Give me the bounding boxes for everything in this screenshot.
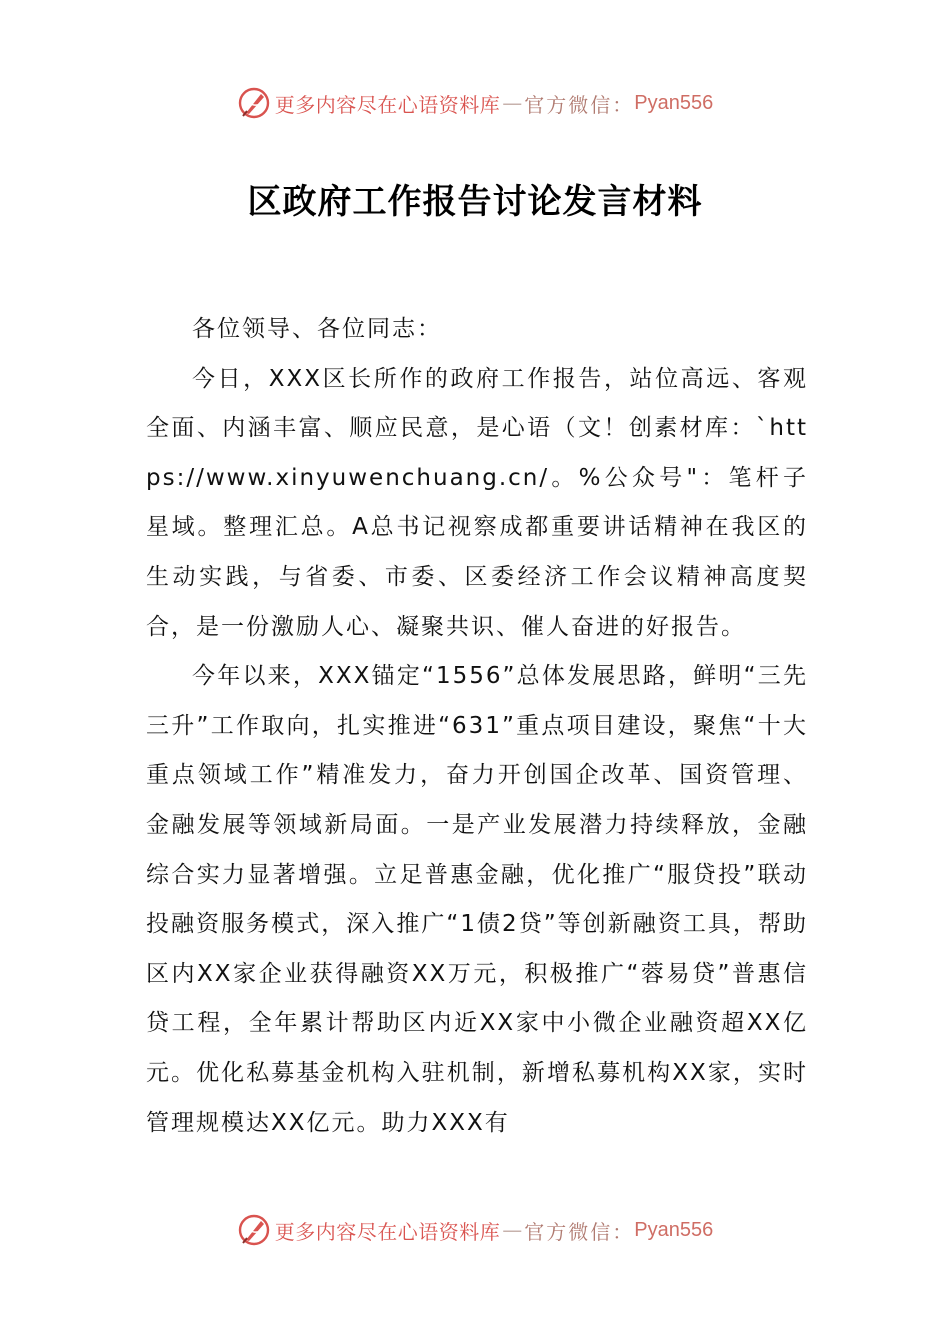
document-title: 区政府工作报告讨论发言材料 xyxy=(247,182,703,222)
paragraph-salutation: 各位领导、各位同志： xyxy=(192,316,442,342)
paragraph-1: 今日，XXX区长所作的政府工作报告，站位高远、客观全面、内涵丰富、顺应民意，是心语（文！创素材库：`https://www.xinyuwenchuang.cn/。%公众号"：笔杆子星域。整理汇总。A总书记视察成都重要讲话精神在我区的生动实践，与省委、市委、区委经济工作会议精神高度契合，是一份激励人心、凝聚共识、催人奋进的好报告。 xyxy=(146,365,808,640)
footer-separator: — xyxy=(502,1218,523,1242)
quill-logo-icon xyxy=(237,86,271,120)
document-body xyxy=(146,305,808,1148)
header-wechat-handle: Pyan556 xyxy=(634,91,714,114)
header-banner[interactable] xyxy=(0,83,950,123)
quill-logo-icon xyxy=(237,1213,271,1247)
header-site-text: 更多内容尽在心语资料库 xyxy=(274,92,501,117)
footer-wechat-handle: Pyan556 xyxy=(634,1218,714,1241)
footer-site-text: 更多内容尽在心语资料库 xyxy=(274,1219,501,1244)
header-separator: — xyxy=(502,91,523,115)
footer-banner[interactable] xyxy=(0,1210,950,1250)
footer-wechat-label: 官方微信： xyxy=(524,1219,635,1244)
paragraph-2: 今年以来，XXX锚定“1556”总体发展思路，鲜明“三先三升”工作取向，扎实推进“631”重点项目建设，聚焦“十大重点领域工作”精准发力，奋力开创国企改革、国资管理、金融发展等领域新局面。一是产业发展潜力持续释放，金融综合实力显著增强。立足普惠金融，优化推广“服贷投”联动投融资服务模式，深入推广“1债2贷”等创新融资工具，帮助区内XX家企业获得融资XX万元，积极推广“蓉易贷”普惠信贷工程，全年累计帮助区内近XX家中小微企业融资超XX亿元。优化私募基金机构入驻机制，新增私募机构XX家，实时管理规模达XX亿元。助力XXX有 xyxy=(146,663,808,1136)
header-wechat-label: 官方微信： xyxy=(524,92,635,117)
